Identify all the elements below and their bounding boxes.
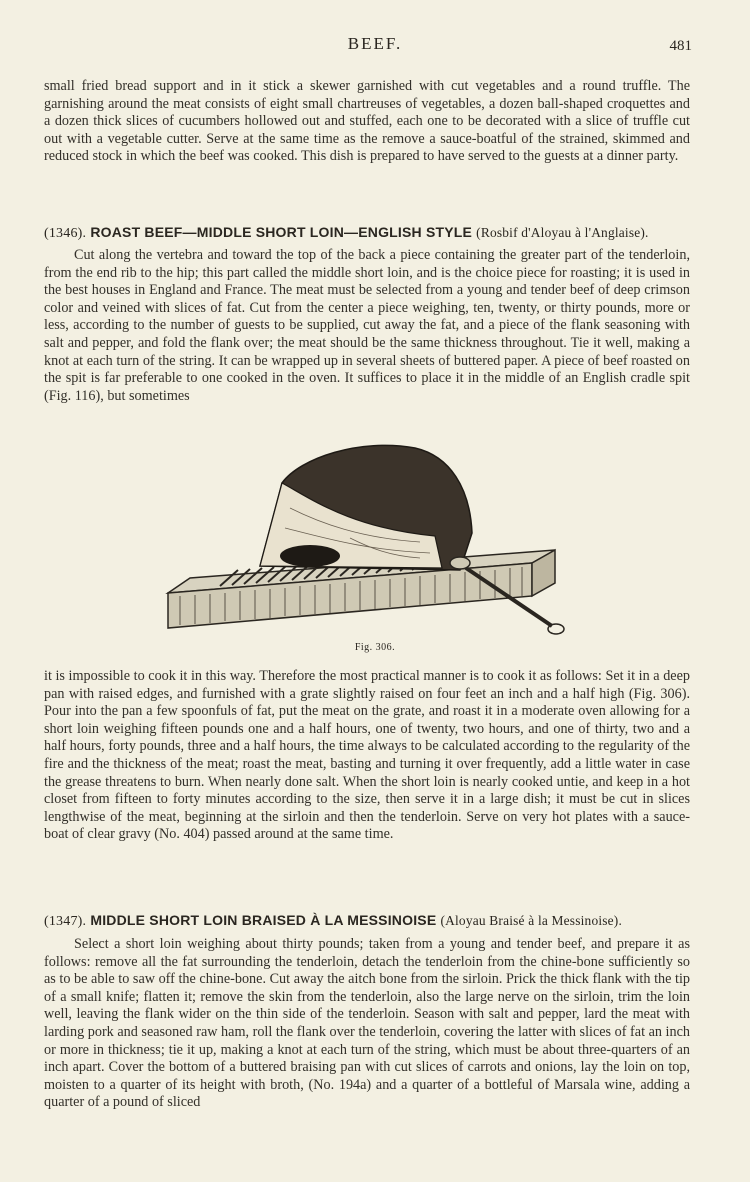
recipe-1347-title: MIDDLE SHORT LOIN BRAISED À LA MESSINOISE [90, 912, 437, 928]
running-head [0, 34, 750, 56]
page-number: 481 [669, 38, 692, 54]
recipe-1347-number: (1347). [44, 914, 87, 929]
roast-beef-pan-illustration [160, 438, 580, 648]
recipe-1347-paragraph-1 [44, 936, 690, 1112]
recipe-1347-heading [44, 912, 704, 930]
recipe-1346-text-1: Cut along the vertebra and toward the top of the back a piece containing the greater part of the tenderloin, from the end rib to the hip; this part called the middle short loin, and is the choice piece for roasting; it is used in the best houses in England and France. The meat must be selected from a young and tender beef of deep crimson color and veined with slices of fat. Cut from the center a piece weighing, ten, twenty, or thirty pounds, more or less, according to the number of guests to be supplied, cut away the fat, and a piece of the flank seasoning with salt and pepper, and fold the flank over; the meat should be the same thickness throughout. Tie it well, making a knot at each turn of the string. It can be wrapped up in several sheets of buttered paper. A piece of beef roasted on the spit is far preferable to one cooked in the oven. It suffices to place it in the middle of an English cradle spit (Fig. 116), but sometimes [44, 247, 690, 404]
figure-caption: Fig. 306. [354, 642, 396, 653]
recipe-1346-text-2: it is impossible to cook it in this way. Therefore the most practical manner is to cook it as follows: Set it in a deep pan with raised edges, and furnished with a grate slightly raised on four feet an inch and a half high (Fig. 306). Pour into the pan a few spoonfuls of fat, put the meat on the grate, and roast it in a moderate oven allowing for a short loin weighing fifteen pounds one and a half hours, one of twenty, two hours, and one of thirty, two and a half hours, forty pounds, three and a half hours, the time always to be calculated according to the regularity of the fire and the thickness of the meat; roast the meat, basting and turning it over frequently, add a little water in case the grease threatens to burn. When nearly done salt. When the short loin is nearly cooked untie, and keep in a hot closet from fifteen to forty minutes according to the size, then serve it in a large dish; it must be cut in slices lengthwise of the meat, beginning at the sirloin and then the tenderloin. Serve on very hot plates with a sauce-boat of clear gravy (No. 404) passed around at the same time. [44, 668, 690, 843]
recipe-1346-number: (1346). [44, 226, 87, 241]
recipe-1346-paragraph-2 [44, 668, 690, 844]
recipe-1346-paragraph-1 [44, 247, 690, 405]
recipe-1347-french-title: (Aloyau Braisé à la Messinoise). [440, 913, 623, 928]
recipe-1347-text-1: Select a short loin weighing about thirty pounds; taken from a young and tender beef, and prepare it as follows: remove all the fat surrounding the tenderloin, detach the tenderloin from the chine-bone sufficiently so as to be able to saw off the chine-bone. Cut away the aitch bone from the sirloin. Prick the thick flank with the tip of a small knife; flatten it; remove the skin from the tenderloin, also the large nerve on the sirloin, trim the loin well, leaving the flank wider on the thin side of the tenderloin. Season with salt and pepper, lard the meat with larding pork and seasoned raw ham, roll the flank over the tenderloin, covering the latter with slices of fat an inch or more in thickness; tie it up, making a knot at each turn of the string, which must be about three-quarters of an inch apart. Cover the bottom of a buttered braising pan with cut slices of carrots and onions, lay the loin on top, moisten to a quarter of its height with broth, (No. 194a) and a quarter of a bottleful of Marsala wine, adding a quarter of a pound of sliced [44, 936, 690, 1111]
recipe-1346-french-title: (Rosbif d'Aloyau à l'Anglaise). [476, 225, 649, 240]
intro-text: small fried bread support and in it stick a skewer garnished with cut vegetables and a round truffle. The garnishing around the meat consists of eight small chartreuses of vegetables, a dozen ball-shaped croquettes and a dozen thick slices of cucumbers hollowed out and stuffed, each one to be decorated with a slice of truffle cut out with a vegetable cutter. Serve at the same time as the remove a sauce-boatful of the strained, skimmed and reduced stock in which the beef was cooked. This dish is prepared to have served to the guests at a dinner party. [44, 78, 690, 165]
recipe-1346-heading [44, 224, 704, 242]
recipe-1346-title: ROAST BEEF—MIDDLE SHORT LOIN—ENGLISH STYLE [90, 224, 473, 240]
intro-paragraph [44, 78, 690, 166]
running-head-title: BEEF. [347, 34, 403, 53]
